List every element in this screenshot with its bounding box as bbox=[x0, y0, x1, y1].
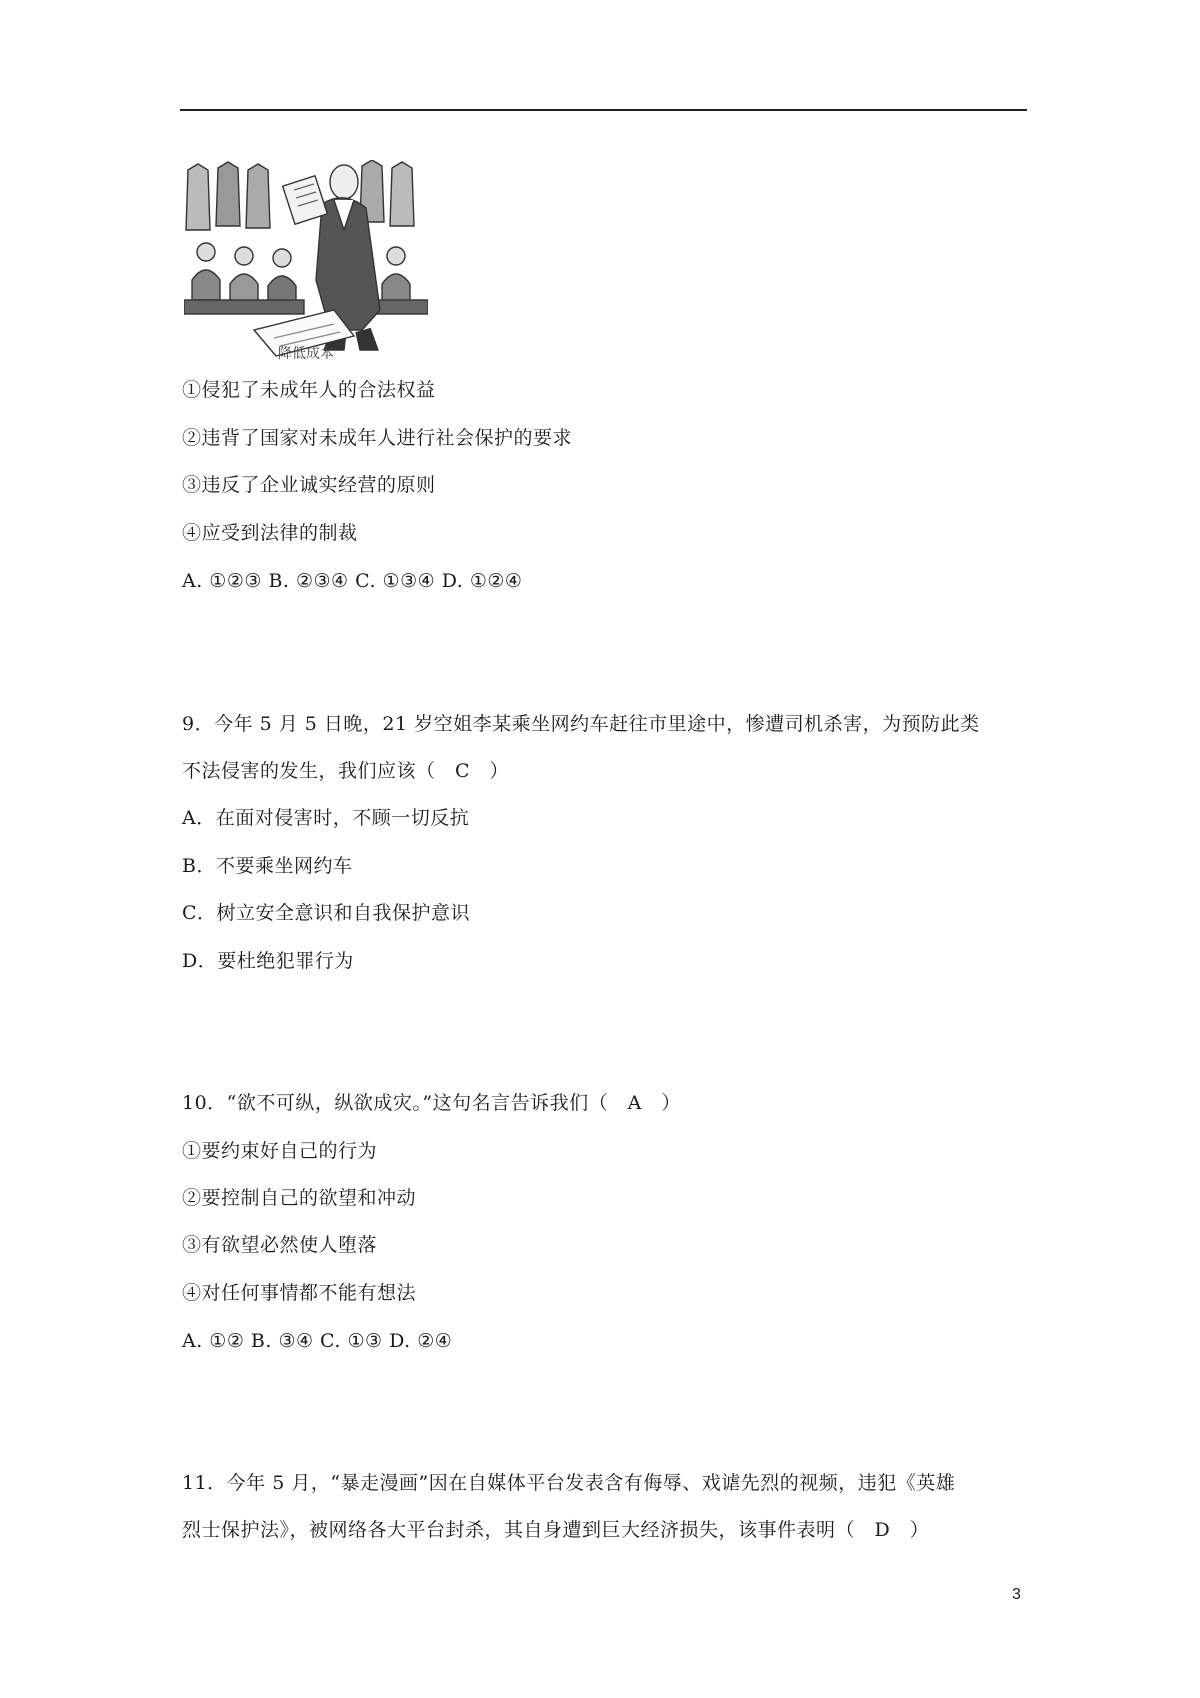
q10-stem: 10．“欲不可纵，纵欲成灾。”这句名言告诉我们（ A ） bbox=[182, 1092, 681, 1114]
q10-options: A. ①② B. ③④ C. ①③ D. ②④ bbox=[182, 1330, 453, 1352]
q8-options: A. ①②③ B. ②③④ C. ①③④ D. ①②④ bbox=[182, 570, 523, 592]
q8-statement-2: ②违背了国家对未成年人进行社会保护的要求 bbox=[182, 427, 573, 449]
q9-option-c: C．树立安全意识和自我保护意识 bbox=[182, 902, 471, 924]
q10-statement-1: ①要约束好自己的行为 bbox=[182, 1140, 378, 1162]
header-rule bbox=[180, 109, 1027, 111]
q9-option-b: B．不要乘坐网约车 bbox=[182, 855, 353, 877]
q9-stem-line-2: 不法侵害的发生，我们应该（ C ） bbox=[182, 760, 510, 782]
q8-statement-1: ①侵犯了未成年人的合法权益 bbox=[182, 379, 436, 401]
page-number: 3 bbox=[1012, 1586, 1021, 1603]
q10-statement-3: ③有欲望必然使人堕落 bbox=[182, 1234, 378, 1256]
cartoon-illustration bbox=[184, 160, 428, 360]
q9-option-a: A．在面对侵害时，不顾一切反抗 bbox=[182, 807, 470, 829]
q11-stem-line-2: 烈士保护法》，被网络各大平台封杀，其自身遭到巨大经济损失，该事件表明（ D ） bbox=[182, 1519, 930, 1541]
cartoon-caption: 降低成本 bbox=[278, 346, 334, 360]
q10-statement-2: ②要控制自己的欲望和冲动 bbox=[182, 1187, 417, 1209]
q11-stem-line-1: 11．今年 5 月，“暴走漫画”因在自媒体平台发表含有侮辱、戏谑先烈的视频，违犯《英雄 bbox=[182, 1472, 956, 1494]
q8-statement-3: ③违反了企业诚实经营的原则 bbox=[182, 474, 436, 496]
q9-option-d: D．要杜绝犯罪行为 bbox=[182, 950, 354, 972]
q10-statement-4: ④对任何事情都不能有想法 bbox=[182, 1282, 417, 1304]
q9-stem-line-1: 9．今年 5 月 5 日晚，21 岁空姐李某乘坐网约车赶往市里途中，惨遭司机杀害，为预防此类 bbox=[182, 713, 980, 735]
q8-statement-4: ④应受到法律的制裁 bbox=[182, 522, 358, 544]
